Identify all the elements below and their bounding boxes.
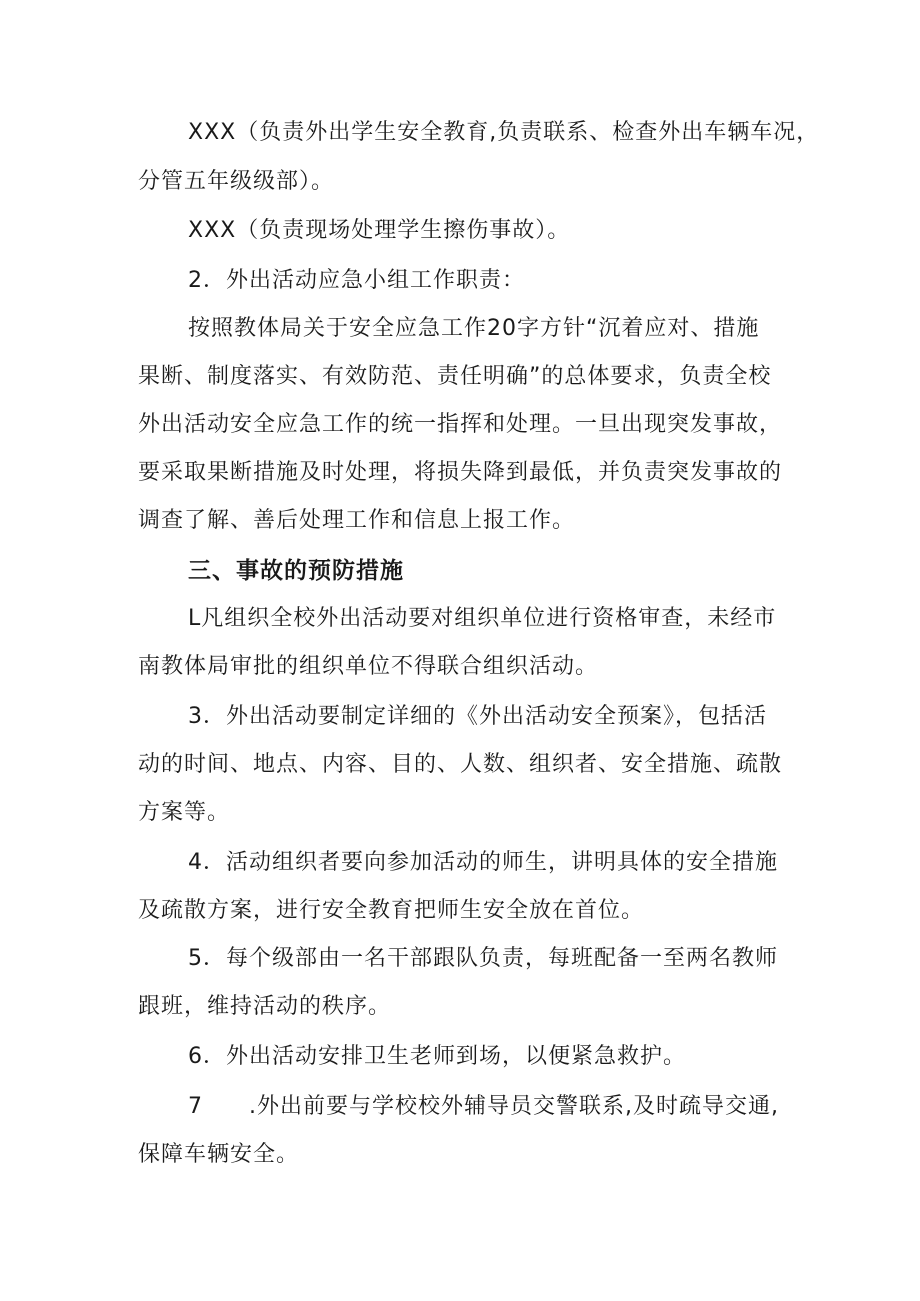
section-heading: 三、事故的预防措施 — [188, 558, 404, 584]
paragraph-line: 保障车辆安全。 — [138, 1142, 300, 1167]
section-item-2-title: 2．外出活动应急小组工作职责： — [188, 268, 525, 293]
paragraph-line: 7 .外出前要与学校校外辅导员交警联系,及时疏导交通, — [188, 1094, 779, 1119]
paragraph-line: 6．外出活动安排卫生老师到场，以便紧急救护。 — [188, 1044, 686, 1069]
responsibility-line-1: XXX（负责外出学生安全教育,负责联系、检查外出车辆车况， — [188, 120, 820, 145]
paragraph-line: 3．外出活动要制定详细的《外出活动安全预案》，包括活 — [188, 704, 767, 729]
paragraph-line: 要采取果断措施及时处理，将损失降到最低，并负责突发事故的 — [138, 460, 783, 485]
paragraph-line: 5．每个级部由一名干部跟队负责，每班配备一至两名教师 — [188, 946, 778, 971]
paragraph-line: 果断、制度落实、有效防范、责任明确”的总体要求，负责全校 — [138, 364, 772, 389]
responsibility-line-2: XXX（负责现场处理学生擦伤事故）。 — [188, 218, 571, 243]
responsibility-line-1-cont: 分管五年级级部）。 — [138, 169, 335, 194]
paragraph-line: 及疏散方案，进行安全教育把师生安全放在首位。 — [138, 898, 645, 923]
paragraph-line: 跟班，维持活动的秩序。 — [138, 994, 392, 1019]
paragraph-line: 4．活动组织者要向参加活动的师生，讲明具体的安全措施 — [188, 850, 778, 875]
paragraph-line: 外出活动安全应急工作的统一指挥和处理。一旦出现突发事故， — [138, 412, 783, 437]
paragraph-line: 南教体局审批的组织单位不得联合组织活动。 — [138, 654, 599, 679]
paragraph-line: 方案等。 — [138, 800, 231, 825]
paragraph-line: 按照教体局关于安全应急工作20字方针“沉着应对、措施 — [188, 316, 760, 341]
paragraph-line: 动的时间、地点、内容、目的、人数、组织者、安全措施、疏散 — [138, 752, 783, 777]
paragraph-line: 调查了解、善后处理工作和信息上报工作。 — [138, 508, 576, 533]
paragraph-line: L凡组织全校外出活动要对组织单位进行资格审查，未经市 — [188, 606, 777, 631]
